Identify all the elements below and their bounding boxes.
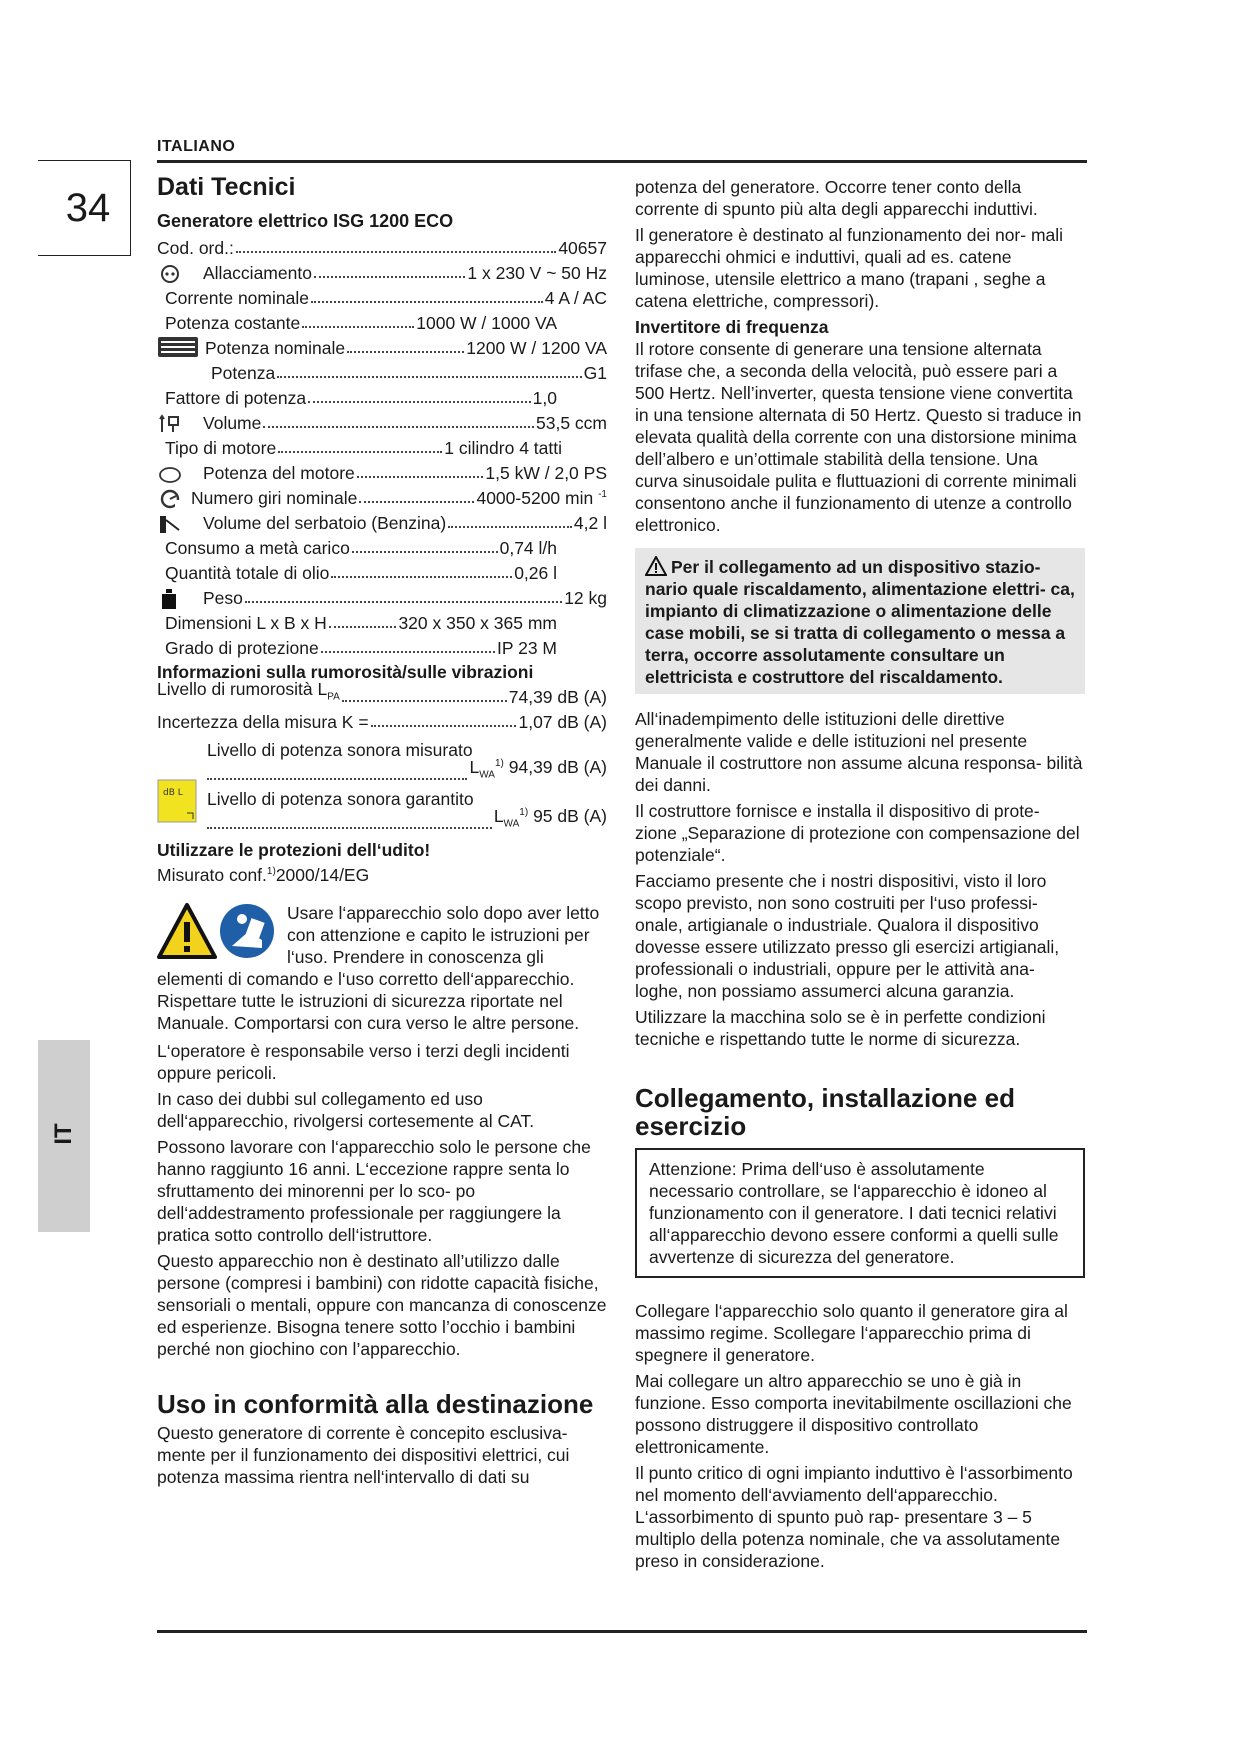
left-paragraph: In caso dei dubbi sul collegamento ed uso dell‘apparecchio, rivolgersi cortesemente al CAT. (157, 1088, 535, 1131)
language-side-tab-label: IT (50, 1123, 77, 1145)
spec-row-protection-class (157, 634, 607, 659)
guaranteed-sound-label: Livello di potenza sonora garantito (207, 789, 474, 809)
spec-label: Volume del serbatoio (Benzina) (203, 513, 447, 533)
left-paragraph: Questo apparecchio non è destinato all’utilizzo dalle persone (compresi i bambini) con ridotte capacità fisiche, sensoriali o mentali, oppure con mancanza di conoscenze ed esperienze. Bisogna tenere sotto l’occhio i bambini perché non giochino con l’apparecchio. (157, 1250, 607, 1359)
spec-value: 4 A / AC (544, 288, 607, 308)
spec-label: Fattore di potenza (165, 388, 307, 408)
spec-value: 1 cilindro 4 tatti (444, 438, 562, 458)
spec-value: 53,5 ccm (536, 413, 607, 433)
grounding-warning-box (635, 548, 1085, 694)
right-paragraph: All‘inadempimento delle istituzioni delle direttive generalmente valide e delle istituzioni nel presente Manuale il costruttore non assume alcuna responsa- bilità dei danni. (635, 709, 1083, 795)
sound-power-block (157, 739, 607, 835)
spec-row-engine-type (157, 434, 607, 459)
right-paragraph: Collegare l‘apparecchio solo quanto il generatore gira al massimo regime. Scollegare l‘apparecchio prima di spegnere il generatore. (635, 1301, 1068, 1365)
engine-icon (157, 464, 183, 484)
spec-value: 320 x 350 x 365 mm (398, 613, 557, 633)
spec-row-constant-power (157, 309, 607, 334)
spec-label: Quantità totale di olio (165, 563, 330, 583)
spec-label: Tipo di motore (165, 438, 277, 458)
left-column (157, 172, 607, 1492)
spec-row-power-factor (157, 384, 607, 409)
connection-heading: Collegamento, installazione ed esercizio (635, 1083, 1015, 1141)
right-paragraph: Utilizzare la macchina solo se è in perfette condizioni tecniche e rispettando tutte le norme di sicurezza. (635, 1007, 1046, 1049)
generator-icon (157, 335, 199, 359)
left-paragraph: Possono lavorare con l‘apparecchio solo le persone che hanno raggiunto 16 anni. L‘eccezione rappre senta lo sfruttamento dei minorenni per lo sco- po dell‘addestramento professionale per raggiungere la pratica sotto controllo dell‘istruttore. (157, 1136, 591, 1245)
spec-label: Potenza del motore (203, 463, 355, 483)
right-paragraph: Facciamo presente che i nostri dispositivi, visto il loro scopo previsto, non sono costruiti per l‘uso professi- onale, artigianale o industriale. Qualora il dispositivo dovesse essere utilizzato presso gli esercizi artigianali, professionali o industriali, oppure per le attività ana- loghe, non possiamo assumerci alcuna garanzia. (635, 871, 1060, 1001)
spec-row-dimensions (157, 609, 607, 634)
guaranteed-sound-row (207, 805, 607, 835)
sound-power-label-icon (157, 779, 197, 823)
bottom-rule (157, 1630, 1087, 1633)
guaranteed-sound-value: $L_{WA}^{1)}$ 95 dB (A) (493, 805, 607, 829)
spec-value: 40657 (558, 238, 607, 258)
spec-value: 1,5 kW / 2,0 PS (485, 463, 607, 483)
spec-row-engine-power (157, 459, 607, 484)
spec-row-consumption (157, 534, 607, 559)
spec-row-nominal-power (157, 334, 607, 359)
inverter-paragraph: Il rotore consente di generare una tensione alternata trifase che, a seconda della velocità, può essere pari a 500 Hertz. Nell’inverter, questa tensione viene convertita in una tensione alternata di 50 Hertz. Questo si traduce in elevata qualità della corrente con una distorsione minima dell’albero e un’ottimale stabilità della tensione. Una curva sinusoidale pulita e fluttuazioni di corrente minimali consentono anche il funzionamento di utenze a controllo elettronico. (635, 339, 1082, 535)
spec-value: 4,2 l (573, 513, 607, 533)
warning-triangle-icon (645, 556, 667, 576)
spec-value: 1200 W / 1200 VA (466, 338, 607, 358)
spec-row-nominal-rpm (157, 484, 607, 509)
spec-value: G1 (583, 363, 607, 383)
page-number: 34 (65, 186, 111, 230)
spec-row-weight (157, 584, 607, 609)
rpm-icon (157, 489, 183, 509)
tech-data-title: Dati Tecnici (157, 173, 296, 201)
fuel-icon (157, 514, 183, 534)
spec-row-connection (157, 259, 607, 284)
spec-list (157, 234, 607, 659)
grounding-warning-text: Per il collegamento ad un dispositivo stazio- nario quale riscaldamento, alimentazione elettri- ca, impianto di climatizzazione o alimentazione delle case mobili, se si tratta di collegamento o messa a terra, occorre assolutamente consultare un elettricista e costruttore del riscaldamento. (645, 557, 1075, 687)
inverter-heading: Invertitore di frequenza (635, 317, 829, 337)
manual-warning-block (157, 902, 607, 1040)
uncertainty-row (157, 708, 607, 733)
product-subtitle: Generatore elettrico ISG 1200 ECO (157, 211, 454, 231)
uncertainty-label: Incertezza della misura K = (157, 712, 369, 732)
noise-level-value: 74,39 dB (A) (508, 687, 607, 707)
top-rule (157, 160, 1087, 163)
spec-value: 12 kg (564, 588, 607, 608)
spec-label: Numero giri nominale (191, 488, 358, 508)
attention-box: Attenzione: Prima dell‘uso è assolutamente necessario controllare, se l‘apparecchio è idoneo al funzionamento con il generatore. I dati tecnici relativi all‘apparecchio devono essere conformi a quelli sulle avvertenze di sicurezza del generatore. (635, 1148, 1085, 1278)
right-paragraph: Il generatore è destinato al funzionamento dei nor- mali apparecchi ohmici e induttivi, quali ad es. catene luminose, utensile elettrico a mano (trapani , seghe a catena elettriche, compressori). (635, 225, 1064, 311)
piston-icon (157, 414, 183, 434)
spec-value: 1 x 230 V ~ 50 Hz (467, 263, 607, 283)
spec-label: Volume (203, 413, 262, 433)
spec-label: Potenza (211, 363, 276, 383)
measured-sound-value: $L_{WA}^{1)}$ 94,39 dB (A) (469, 756, 607, 780)
spec-row-volume (157, 409, 607, 434)
right-paragraph: Mai collegare un altro apparecchio se uno è già in funzione. Esso comporta inevitabilmente oscillazioni che possono distruggere il dispositivo controllato elettronicamente. (635, 1371, 1072, 1457)
noise-level-row (157, 678, 607, 708)
right-column (635, 176, 1085, 1576)
spec-value: 1000 W / 1000 VA (416, 313, 557, 333)
spec-label: Allacciamento (203, 263, 312, 283)
measured-sound-label: Livello di potenza sonora misurato (207, 740, 473, 760)
measured-sound-row (207, 756, 607, 786)
spec-value: 0,26 l (514, 563, 557, 583)
spec-label: Potenza costante (165, 313, 301, 333)
intended-use-paragraph: Questo generatore di corrente è concepito esclusiva- mente per il funzionamento dei dispositivi elettrici, cui potenza massima rientra nell‘intervallo di dati su (157, 1422, 570, 1487)
spec-label: Grado di protezione (165, 638, 319, 658)
right-paragraph: potenza del generatore. Occorre tener conto della corrente di spunto più alta degli apparecchi induttivi. (635, 177, 1038, 219)
spec-value: 1,0 (532, 388, 557, 408)
right-paragraph: Il costruttore fornisce e installa il dispositivo di prote- zione „Separazione di protezione con compensazione del potenziale“. (635, 801, 1080, 865)
spec-value: IP 23 M (497, 638, 557, 658)
warning-triangle-icon (157, 902, 217, 960)
manual-paragraph: Usare l‘apparecchio solo dopo aver letto con attenzione e capito le istruzioni per l‘uso. Prendere in conoscenza gli elementi di comando e l‘uso corretto dell‘apparecchio. Rispettare tutte le istruzioni di sicurezza riportate nel Manuale. Comportarsi con cura verso le altre persone. (157, 902, 600, 1033)
read-manual-icon (218, 902, 276, 960)
left-paragraph: L‘operatore è responsabile verso i terzi degli incidenti oppure pericoli. (157, 1040, 570, 1083)
spec-label: Peso (203, 588, 243, 608)
ear-protection-note: Utilizzare le protezioni dell‘udito! (157, 840, 431, 860)
spec-label: Cod. ord.: (157, 238, 234, 258)
svg-text:dB L: dB L (163, 788, 183, 798)
socket-icon (157, 264, 183, 284)
weight-icon (157, 589, 183, 609)
spec-label: Potenza nominale (205, 338, 346, 358)
uncertainty-value: 1,07 dB (A) (518, 712, 607, 732)
intended-use-heading: Uso in conformità alla destinazione (157, 1388, 594, 1419)
spec-label: Dimensioni L x B x H (165, 613, 327, 633)
warning-icons (157, 902, 287, 968)
measured-conformity: Misurato conf.$^{1)}$2000/14/EG (157, 864, 370, 885)
noise-level-label: Livello di rumorosità $L_{PA}$ (157, 678, 340, 702)
spec-row-power-class (157, 359, 607, 384)
spec-value: 0,74 l/h (499, 538, 557, 558)
spec-label: Consumo a metà carico (165, 538, 350, 558)
spec-row-tank-volume (157, 509, 607, 534)
spec-value: 4000-5200 min $^{-1}$ (476, 488, 607, 508)
right-paragraph: Il punto critico di ogni impianto induttivo è l‘assorbimento nel momento dell‘avviamento dell‘apparecchio. L‘assorbimento di spunto può rap- presentare 3 – 5 multiplo della potenza nominale, che va assolutamente preso in considerazione. (635, 1463, 1073, 1571)
spec-label: Corrente nominale (165, 288, 309, 308)
language-label: ITALIANO (157, 138, 236, 155)
noise-heading: Informazioni sulla rumorosità/sulle vibrazioni (157, 662, 534, 682)
spec-row-nominal-current (157, 284, 607, 309)
spec-row-order-code (157, 234, 607, 259)
spec-row-oil-quantity (157, 559, 607, 584)
